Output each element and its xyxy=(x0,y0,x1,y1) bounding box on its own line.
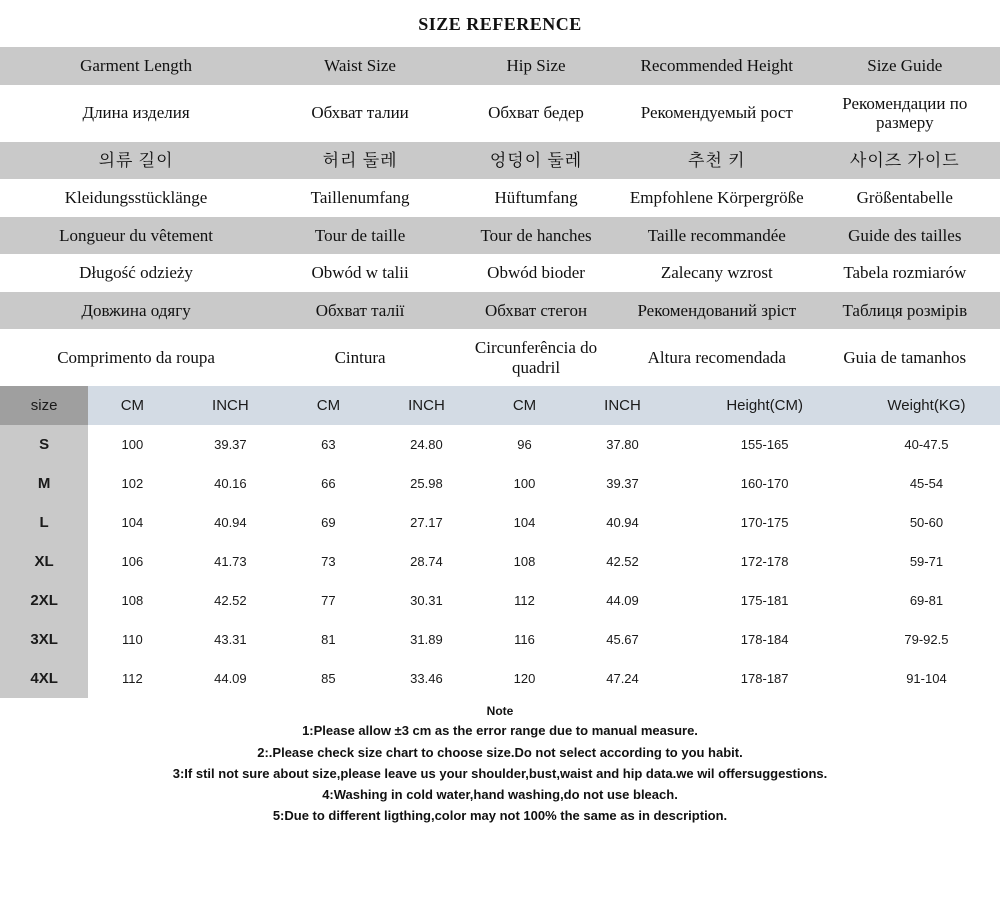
label-hip-size-uk: Обхват стегон xyxy=(448,292,624,330)
cell-height: 178-187 xyxy=(676,659,852,698)
cell-waist-cm: 66 xyxy=(284,464,372,503)
language-row-russian xyxy=(0,85,1000,142)
label-waist-size-uk: Обхват талії xyxy=(272,292,448,330)
cell-weight: 79-92.5 xyxy=(853,620,1000,659)
cell-height: 160-170 xyxy=(676,464,852,503)
label-recommended-height-pl: Zalecany wzrost xyxy=(624,254,810,292)
label-hip-size-ko: 엉덩이 둘레 xyxy=(448,142,624,180)
label-garment-length-fr: Longueur du vêtement xyxy=(0,217,272,255)
language-row-polish xyxy=(0,254,1000,292)
cell-hip-cm: 112 xyxy=(480,581,568,620)
language-row-portuguese xyxy=(0,329,1000,386)
cell-hip-inch: 39.37 xyxy=(569,464,677,503)
cell-waist-inch: 28.74 xyxy=(373,542,481,581)
cell-weight: 45-54 xyxy=(853,464,1000,503)
label-size-guide: Size Guide xyxy=(810,47,1000,85)
cell-length-inch: 41.73 xyxy=(176,542,284,581)
label-recommended-height-ru: Рекомендуемый рост xyxy=(624,85,810,142)
cell-waist-cm: 73 xyxy=(284,542,372,581)
cell-height: 155-165 xyxy=(676,425,852,464)
cell-hip-inch: 40.94 xyxy=(569,503,677,542)
cell-height: 170-175 xyxy=(676,503,852,542)
cell-height: 175-181 xyxy=(676,581,852,620)
cell-size: 2XL xyxy=(0,581,88,620)
cell-waist-cm: 63 xyxy=(284,425,372,464)
label-size-guide-pl: Tabela rozmiarów xyxy=(810,254,1000,292)
note-line-4: 4:Washing in cold water,hand washing,do not use bleach. xyxy=(322,786,678,802)
cell-hip-inch: 37.80 xyxy=(569,425,677,464)
note-section xyxy=(0,698,1000,825)
language-row-french xyxy=(0,217,1000,255)
cell-size: XL xyxy=(0,542,88,581)
note-line-2: 2:.Please check size chart to choose size.Do not select according to you habit. xyxy=(257,744,743,760)
column-header-size: size xyxy=(0,386,88,425)
cell-waist-inch: 25.98 xyxy=(373,464,481,503)
cell-waist-inch: 33.46 xyxy=(373,659,481,698)
cell-length-inch: 43.31 xyxy=(176,620,284,659)
cell-waist-inch: 27.17 xyxy=(373,503,481,542)
column-header-height: Height(CM) xyxy=(676,386,852,425)
cell-weight: 50-60 xyxy=(853,503,1000,542)
cell-waist-cm: 77 xyxy=(284,581,372,620)
label-garment-length-ko: 의류 길이 xyxy=(0,142,272,180)
cell-weight: 69-81 xyxy=(853,581,1000,620)
language-labels-table xyxy=(0,47,1000,386)
label-size-guide-fr: Guide des tailles xyxy=(810,217,1000,255)
cell-hip-inch: 42.52 xyxy=(569,542,677,581)
note-line-3: 3:If stil not sure about size,please leave us your shoulder,bust,waist and hip data.we wil offersuggestions. xyxy=(172,765,828,781)
language-row-english xyxy=(0,47,1000,85)
cell-length-cm: 112 xyxy=(88,659,176,698)
cell-weight: 59-71 xyxy=(853,542,1000,581)
column-header-length-inch: INCH xyxy=(176,386,284,425)
cell-hip-cm: 100 xyxy=(480,464,568,503)
label-recommended-height-fr: Taille recommandée xyxy=(624,217,810,255)
language-row-ukrainian xyxy=(0,292,1000,330)
page-title: SIZE REFERENCE xyxy=(418,14,582,34)
column-header-waist-inch: INCH xyxy=(373,386,481,425)
cell-length-cm: 110 xyxy=(88,620,176,659)
label-hip-size-de: Hüftumfang xyxy=(448,179,624,217)
label-garment-length: Garment Length xyxy=(0,47,272,85)
size-table-header-row xyxy=(0,386,1000,425)
label-recommended-height-pt: Altura recomendada xyxy=(624,329,810,386)
cell-waist-cm: 69 xyxy=(284,503,372,542)
label-garment-length-ru: Длина изделия xyxy=(0,85,272,142)
label-waist-size-ko: 허리 둘레 xyxy=(272,142,448,180)
cell-hip-cm: 120 xyxy=(480,659,568,698)
label-size-guide-pt: Guia de tamanhos xyxy=(810,329,1000,386)
cell-size: 3XL xyxy=(0,620,88,659)
label-garment-length-pt: Comprimento da roupa xyxy=(0,329,272,386)
column-header-weight: Weight(KG) xyxy=(853,386,1000,425)
column-header-length-cm: CM xyxy=(88,386,176,425)
cell-height: 172-178 xyxy=(676,542,852,581)
cell-hip-inch: 44.09 xyxy=(569,581,677,620)
label-size-guide-ru: Рекомендации по размеру xyxy=(810,85,1000,142)
cell-length-inch: 39.37 xyxy=(176,425,284,464)
note-line-5: 5:Due to different ligthing,color may not 100% the same as in description. xyxy=(272,807,728,823)
label-size-guide-uk: Таблиця розмірів xyxy=(810,292,1000,330)
label-hip-size-pl: Obwód bioder xyxy=(448,254,624,292)
label-hip-size-pt: Circunferência do quadril xyxy=(448,329,624,386)
cell-hip-inch: 47.24 xyxy=(569,659,677,698)
label-garment-length-pl: Długość odzieży xyxy=(0,254,272,292)
label-waist-size-ru: Обхват талии xyxy=(272,85,448,142)
table-row xyxy=(0,425,1000,464)
cell-length-inch: 40.94 xyxy=(176,503,284,542)
language-row-german xyxy=(0,179,1000,217)
cell-waist-inch: 31.89 xyxy=(373,620,481,659)
table-row xyxy=(0,620,1000,659)
cell-length-cm: 104 xyxy=(88,503,176,542)
cell-hip-cm: 108 xyxy=(480,542,568,581)
cell-hip-inch: 45.67 xyxy=(569,620,677,659)
cell-weight: 40-47.5 xyxy=(853,425,1000,464)
label-waist-size: Waist Size xyxy=(272,47,448,85)
label-recommended-height-uk: Рекомендований зріст xyxy=(624,292,810,330)
cell-waist-cm: 81 xyxy=(284,620,372,659)
label-size-guide-de: Größentabelle xyxy=(810,179,1000,217)
table-row xyxy=(0,581,1000,620)
label-recommended-height-ko: 추천 키 xyxy=(624,142,810,180)
table-row xyxy=(0,503,1000,542)
cell-length-inch: 44.09 xyxy=(176,659,284,698)
label-hip-size-fr: Tour de hanches xyxy=(448,217,624,255)
cell-size: M xyxy=(0,464,88,503)
cell-weight: 91-104 xyxy=(853,659,1000,698)
size-measurements-table xyxy=(0,386,1000,698)
table-row xyxy=(0,659,1000,698)
cell-hip-cm: 96 xyxy=(480,425,568,464)
label-recommended-height-de: Empfohlene Körpergröße xyxy=(624,179,810,217)
cell-waist-inch: 24.80 xyxy=(373,425,481,464)
label-size-guide-ko: 사이즈 가이드 xyxy=(810,142,1000,180)
table-row xyxy=(0,464,1000,503)
cell-length-cm: 106 xyxy=(88,542,176,581)
cell-length-cm: 102 xyxy=(88,464,176,503)
column-header-hip-inch: INCH xyxy=(569,386,677,425)
column-header-hip-cm: CM xyxy=(480,386,568,425)
label-garment-length-de: Kleidungsstücklänge xyxy=(0,179,272,217)
cell-size: 4XL xyxy=(0,659,88,698)
column-header-waist-cm: CM xyxy=(284,386,372,425)
label-waist-size-pl: Obwód w talii xyxy=(272,254,448,292)
cell-length-inch: 42.52 xyxy=(176,581,284,620)
cell-waist-inch: 30.31 xyxy=(373,581,481,620)
cell-size: S xyxy=(0,425,88,464)
cell-hip-cm: 104 xyxy=(480,503,568,542)
language-row-korean xyxy=(0,142,1000,180)
note-title: Note xyxy=(486,704,514,719)
cell-height: 178-184 xyxy=(676,620,852,659)
label-hip-size-ru: Обхват бедер xyxy=(448,85,624,142)
table-row xyxy=(0,542,1000,581)
label-recommended-height: Recommended Height xyxy=(624,47,810,85)
label-waist-size-de: Taillenumfang xyxy=(272,179,448,217)
label-waist-size-fr: Tour de taille xyxy=(272,217,448,255)
note-line-1: 1:Please allow ±3 cm as the error range due to manual measure. xyxy=(302,723,698,739)
cell-size: L xyxy=(0,503,88,542)
cell-length-cm: 108 xyxy=(88,581,176,620)
label-waist-size-pt: Cintura xyxy=(272,329,448,386)
label-garment-length-uk: Довжина одягу xyxy=(0,292,272,330)
cell-hip-cm: 116 xyxy=(480,620,568,659)
label-hip-size: Hip Size xyxy=(448,47,624,85)
cell-waist-cm: 85 xyxy=(284,659,372,698)
cell-length-cm: 100 xyxy=(88,425,176,464)
cell-length-inch: 40.16 xyxy=(176,464,284,503)
